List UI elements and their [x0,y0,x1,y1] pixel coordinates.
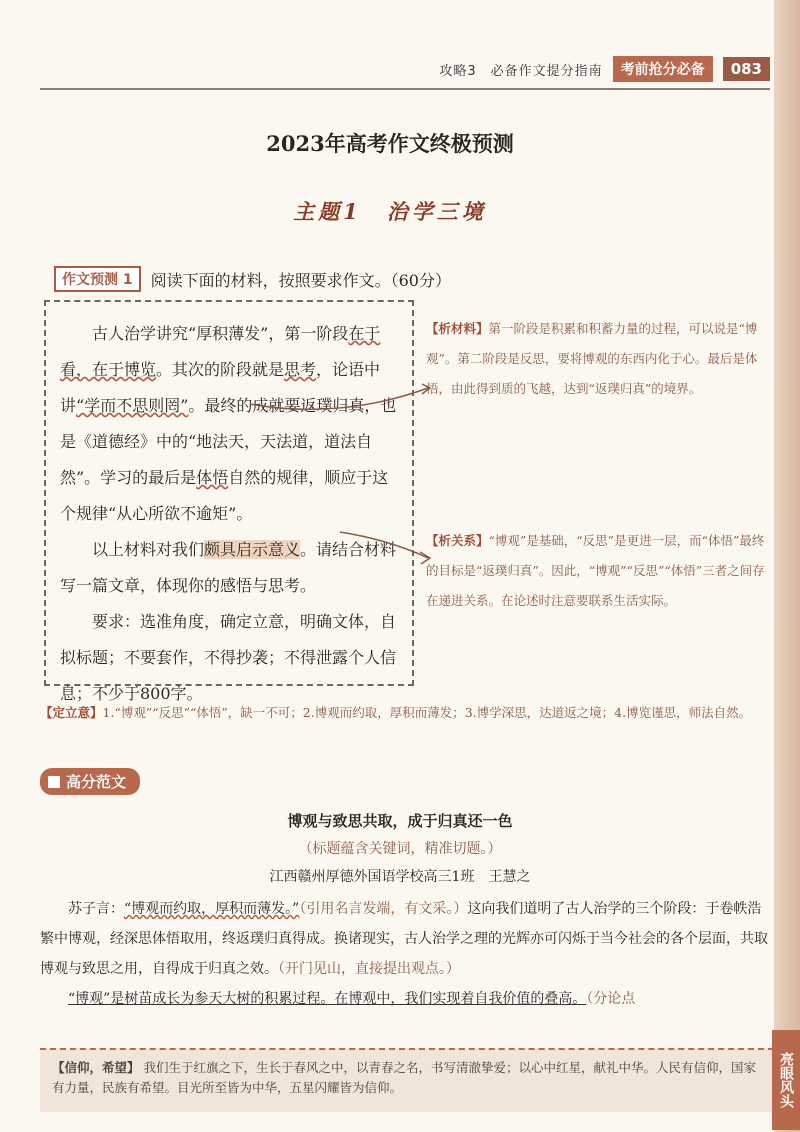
essay-paragraph-2 [40,984,774,1014]
task-row [54,266,451,292]
essay-comment: （分论点 [586,991,636,1007]
relation-note [426,526,774,616]
essay-text: 苏子言： [68,901,124,917]
header-tag: 考前抢分必备 [613,56,713,82]
footer-label: 【信仰，希望】 [52,1060,140,1075]
arrow-connector-icon [240,380,440,600]
task-instruction: 阅读下面的材料，按照要求作文。（60分） [150,270,451,290]
analysis-note [426,314,774,404]
material-marked-phrase: 颇具启示意义 [204,540,301,559]
theme-heading: 主题1 治学三境 [293,199,487,224]
essay-quote: “博观而约取，厚积而薄发。” [124,901,300,917]
material-highlight: “学而不思则罔” [76,396,189,415]
material-requirements: 要求：选准角度，确定立意，明确文体，自拟标题；不要套作，不得抄袭；不得泄露个人信息；不少于800字。 [60,612,397,703]
page-title: 2023年高考作文终极预测 [266,131,514,156]
material-highlight: 思考 [284,360,317,379]
task-badge: 作文预测 1 [54,266,141,292]
material-text: 自然的规律，顺应于这个规律“从心所欲不逾矩”。 [60,468,389,523]
material-highlight: 体悟 [196,468,229,487]
footer-text: 我们生于红旗之下，生长于春风之中，以青春之名，书写清澈挚爱；以心中红星，献礼中华。人民有信仰，国家有力量，民族有希望。目光所至皆为中华，五星闪耀皆为信仰。 [52,1060,757,1095]
essay-comment: （引用名言发端，有文采。） [299,901,468,917]
relation-text: “博观”是基础，“反思”是更进一层，而“体悟”最终的目标是“返璞归真”。因此，“博观”“反思”“体悟”三者之间存在递进关系。在论述时注意要联系生活实际。 [426,533,765,608]
footer-quote-box [40,1048,774,1112]
essay-title-comment: （标题蕴含关键词，精准切题。） [298,841,502,857]
side-tab: 亮眼风头 [772,1030,800,1130]
essay-title: 博观与致思共取，成于归真还一色 [287,812,513,830]
relation-label: 【析关系】 [426,533,489,548]
page-number: 083 [723,57,770,81]
thesis-text: 1.“博观”“反思”“体悟”，缺一不可；2.博观而约取，厚积而薄发；3.博学深思，达道返之境；4.博览谨思，师法自然。 [102,705,752,720]
material-text: 。请结合材料写一篇文章，体现你的感悟与思考。 [60,540,397,595]
material-text: 古人治学讲究“厚积薄发”，第一阶段 [92,324,349,343]
essay-badge-label: 高分范文 [66,773,127,791]
analysis-label: 【析材料】 [426,321,489,336]
material-text: ，论语中讲 [60,360,381,415]
thesis-note [40,698,774,728]
material-text: 。其次的阶段就是 [156,360,285,379]
material-highlight: 在于看，在于博览 [60,324,381,379]
header-rule [40,88,770,90]
header-crumb: 攻略3 必备作文提分指南 [439,63,603,79]
thesis-label: 【定立意】 [40,705,103,720]
essay-body [40,894,774,1014]
essay-comment: （开门见山，直接提出观点。） [278,961,460,977]
essay-paragraph-1 [40,894,774,984]
material-text: 。最终的成就要返璞归真，也是《道德经》中的“地法天，天法道，道法自然”。学习的最后是 [60,396,397,487]
analysis-text: 第一阶段是积累和积蓄力量的过程，可以说是“博观”。第二阶段是反思，要将博观的东西内化于心。最后是体悟，由此得到质的飞越，达到“返璞归真”的境界。 [426,321,758,396]
page-edge-strip [774,0,800,1132]
page-header [439,56,770,82]
essay-text: 这向我们道明了古人治学的三个阶段：于卷帙浩繁中博观，经深思体悟取用，终返璞归真得成。换诸现实，古人治学之理的光辉亦可闪烁于当今社会的各个层面，共取博观与致思之用，自得成于归真之效。 [40,901,768,977]
essay-subthesis: “博观”是树苗成长为参天大树的积累过程。在博观中，我们实现着自我价值的叠高。 [68,991,587,1007]
essay-badge [40,768,140,795]
material-text: 以上材料对我们 [92,540,205,559]
essay-author: 江西赣州厚德外国语学校高三1班 王慧之 [269,869,531,885]
document-icon [48,776,60,788]
